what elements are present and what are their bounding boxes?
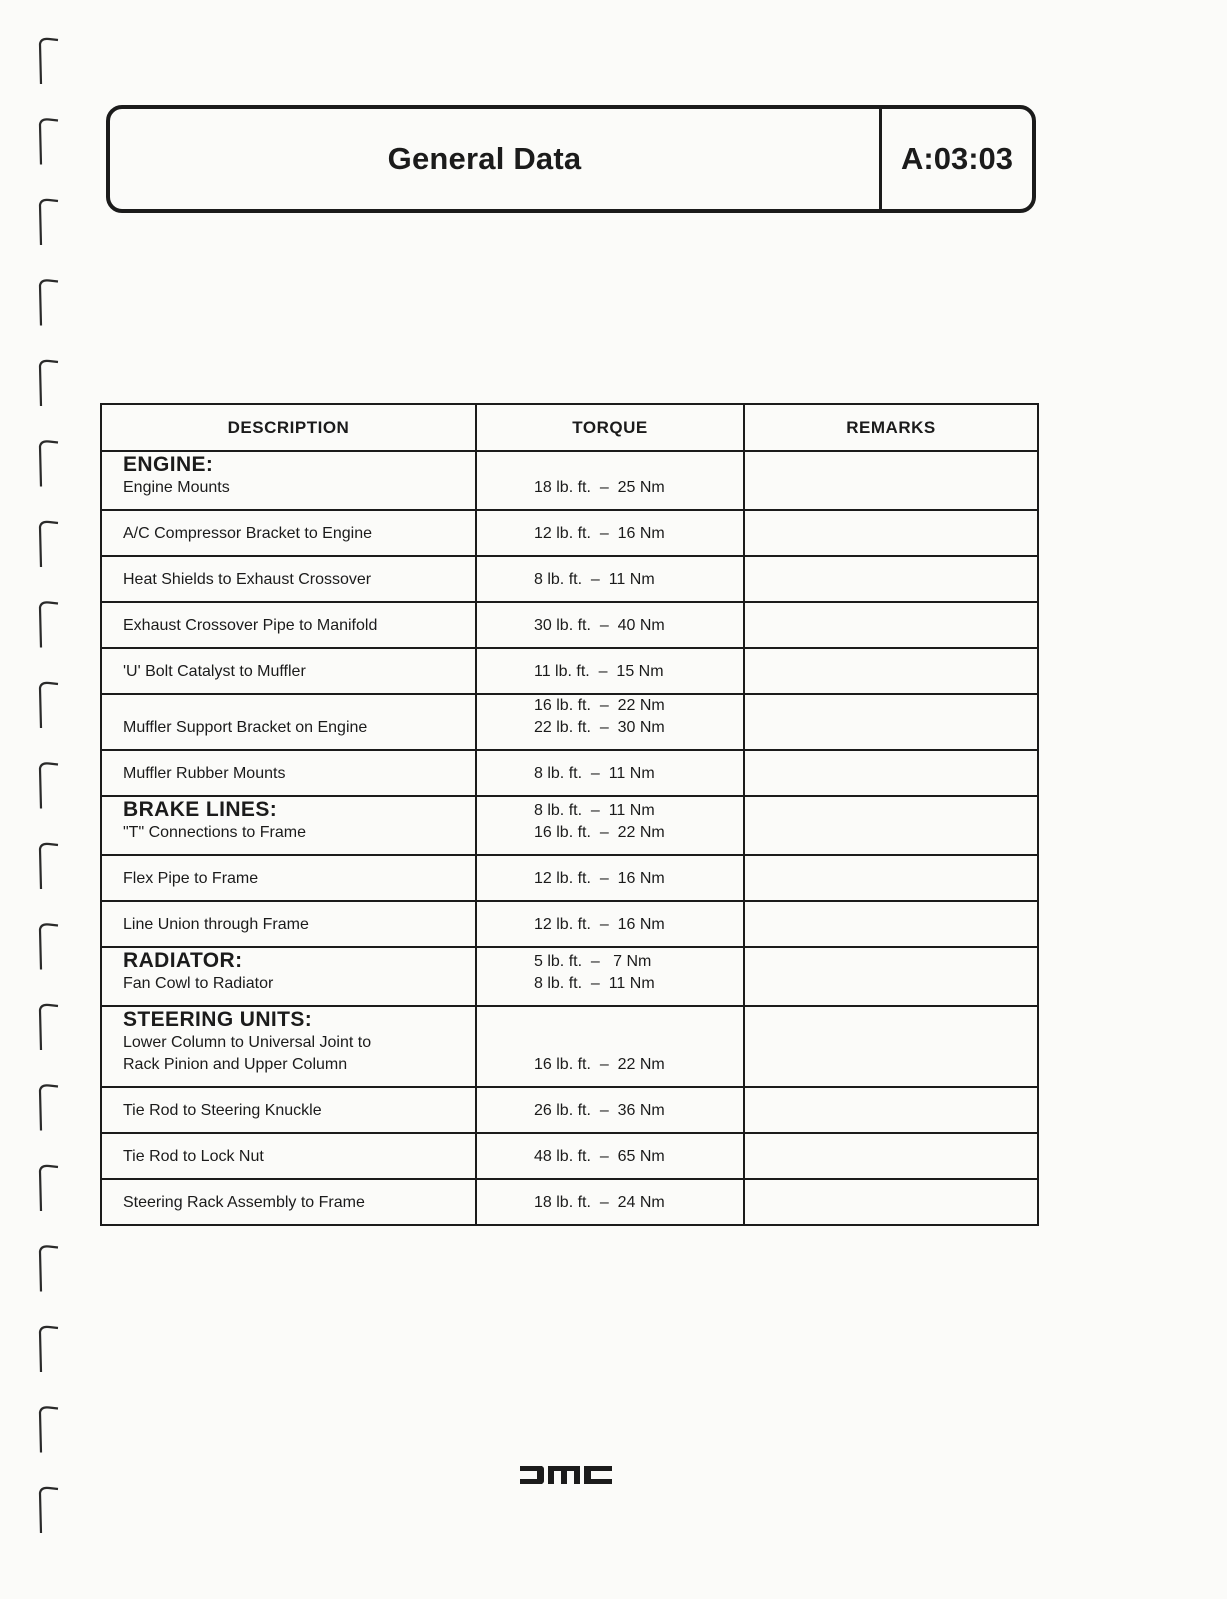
binder-hole-mark: [40, 924, 58, 969]
torque-cell: [476, 1006, 744, 1087]
binder-holes: [22, 30, 72, 1560]
torque-cell: [476, 556, 744, 602]
description-text: Muffler Support Bracket on Engine: [123, 719, 368, 736]
table-row: [101, 1087, 1038, 1133]
binder-hole-mark: [40, 1166, 58, 1211]
column-header-remarks: REMARKS: [744, 404, 1038, 451]
table-row: [101, 694, 1038, 750]
torque-cell: [476, 750, 744, 796]
binder-hole-mark: [40, 844, 58, 889]
torque-cell: [476, 901, 744, 947]
remarks-cell: [744, 1179, 1038, 1225]
binder-hole-mark: [40, 1407, 58, 1452]
description-cell: [101, 510, 476, 556]
section-heading: RADIATOR:: [123, 949, 243, 972]
torque-cell: [476, 1133, 744, 1179]
torque-value: 16 lb. ft. – 22 Nm: [534, 824, 665, 841]
binder-hole-mark: [40, 1005, 58, 1050]
table-row: [101, 855, 1038, 901]
section-heading: ENGINE:: [123, 453, 214, 476]
binder-hole-mark: [40, 200, 58, 245]
table-header-row: [101, 404, 1038, 451]
torque-value: 48 lb. ft. – 65 Nm: [534, 1148, 665, 1165]
torque-table: [100, 403, 1039, 1226]
torque-cell: [476, 694, 744, 750]
remarks-cell: [744, 1087, 1038, 1133]
torque-cell: [476, 855, 744, 901]
description-cell: [101, 1006, 476, 1087]
torque-value: 26 lb. ft. – 36 Nm: [534, 1102, 665, 1119]
torque-value: 8 lb. ft. – 11 Nm: [534, 765, 655, 782]
section-heading: BRAKE LINES:: [123, 798, 278, 821]
binder-hole-mark: [40, 361, 58, 406]
torque-value: 5 lb. ft. – 7 Nm: [534, 953, 652, 970]
description-text: Tie Rod to Lock Nut: [123, 1148, 264, 1165]
torque-value: 12 lb. ft. – 16 Nm: [534, 870, 665, 887]
dmc-logo: [520, 1464, 612, 1486]
description-cell: [101, 1087, 476, 1133]
table-row: [101, 1006, 1038, 1087]
description-cell: [101, 602, 476, 648]
table-row: [101, 750, 1038, 796]
remarks-cell: [744, 451, 1038, 510]
description-cell: [101, 556, 476, 602]
remarks-cell: [744, 947, 1038, 1006]
description-text: 'U' Bolt Catalyst to Muffler: [123, 663, 306, 680]
torque-value: 8 lb. ft. – 11 Nm: [534, 571, 655, 588]
torque-cell: [476, 1179, 744, 1225]
table-row: [101, 451, 1038, 510]
remarks-cell: [744, 750, 1038, 796]
description-text: Flex Pipe to Frame: [123, 870, 259, 887]
remarks-cell: [744, 1006, 1038, 1087]
table-row: [101, 1179, 1038, 1225]
description-cell: [101, 1133, 476, 1179]
table-row: [101, 602, 1038, 648]
torque-value: 18 lb. ft. – 24 Nm: [534, 1194, 665, 1211]
binder-hole-mark: [40, 1488, 58, 1533]
torque-value: 8 lb. ft. – 11 Nm: [534, 975, 655, 992]
column-header-torque: TORQUE: [476, 404, 744, 451]
binder-hole-mark: [40, 119, 58, 164]
description-cell: [101, 901, 476, 947]
remarks-cell: [744, 694, 1038, 750]
table-row: [101, 901, 1038, 947]
table-row: [101, 796, 1038, 855]
description-cell: [101, 451, 476, 510]
binder-hole-mark: [40, 763, 58, 808]
remarks-cell: [744, 556, 1038, 602]
binder-hole-mark: [40, 1085, 58, 1130]
remarks-cell: [744, 1133, 1038, 1179]
description-cell: [101, 750, 476, 796]
torque-value: 11 lb. ft. – 15 Nm: [534, 663, 664, 680]
description-text: A/C Compressor Bracket to Engine: [123, 525, 372, 542]
table-row: [101, 556, 1038, 602]
remarks-cell: [744, 901, 1038, 947]
description-text: Rack Pinion and Upper Column: [123, 1056, 348, 1073]
description-text: Heat Shields to Exhaust Crossover: [123, 571, 372, 588]
description-cell: [101, 855, 476, 901]
remarks-cell: [744, 855, 1038, 901]
torque-cell: [476, 648, 744, 694]
torque-value: 16 lb. ft. – 22 Nm: [534, 1056, 665, 1073]
description-text: Line Union through Frame: [123, 916, 309, 933]
torque-cell: [476, 947, 744, 1006]
description-cell: [101, 947, 476, 1006]
description-cell: [101, 648, 476, 694]
description-text: Steering Rack Assembly to Frame: [123, 1194, 365, 1211]
binder-hole-mark: [40, 683, 58, 728]
description-text: Exhaust Crossover Pipe to Manifold: [123, 617, 378, 634]
description-cell: [101, 694, 476, 750]
description-text: Engine Mounts: [123, 479, 230, 496]
torque-value: 16 lb. ft. – 22 Nm: [534, 697, 665, 714]
section-heading: STEERING UNITS:: [123, 1008, 313, 1031]
description-text: Muffler Rubber Mounts: [123, 765, 286, 782]
torque-value: 22 lb. ft. – 30 Nm: [534, 719, 665, 736]
table-row: [101, 510, 1038, 556]
torque-value: 18 lb. ft. – 25 Nm: [534, 479, 665, 496]
binder-hole-mark: [40, 1327, 58, 1372]
remarks-cell: [744, 796, 1038, 855]
torque-cell: [476, 602, 744, 648]
torque-cell: [476, 510, 744, 556]
column-header-description: DESCRIPTION: [101, 404, 476, 451]
torque-cell: [476, 451, 744, 510]
remarks-cell: [744, 648, 1038, 694]
description-text: "T" Connections to Frame: [123, 824, 306, 841]
binder-hole-mark: [40, 602, 58, 647]
section-code: A:03:03: [879, 109, 1032, 209]
remarks-cell: [744, 602, 1038, 648]
description-text: Tie Rod to Steering Knuckle: [123, 1102, 322, 1119]
binder-hole-mark: [40, 441, 58, 486]
description-text: Lower Column to Universal Joint to: [123, 1034, 372, 1051]
binder-hole-mark: [40, 39, 58, 84]
binder-hole-mark: [40, 1246, 58, 1291]
table-row: [101, 947, 1038, 1006]
torque-value: 12 lb. ft. – 16 Nm: [534, 525, 665, 542]
torque-cell: [476, 1087, 744, 1133]
torque-value: 8 lb. ft. – 11 Nm: [534, 802, 655, 819]
header-box: [106, 105, 1036, 213]
table-row: [101, 648, 1038, 694]
binder-hole-mark: [40, 280, 58, 325]
remarks-cell: [744, 510, 1038, 556]
torque-cell: [476, 796, 744, 855]
page-title: General Data: [387, 141, 582, 176]
description-text: Fan Cowl to Radiator: [123, 975, 274, 992]
table-row: [101, 1133, 1038, 1179]
description-cell: [101, 1179, 476, 1225]
binder-hole-mark: [40, 522, 58, 567]
torque-value: 12 lb. ft. – 16 Nm: [534, 916, 665, 933]
description-cell: [101, 796, 476, 855]
torque-value: 30 lb. ft. – 40 Nm: [534, 617, 665, 634]
